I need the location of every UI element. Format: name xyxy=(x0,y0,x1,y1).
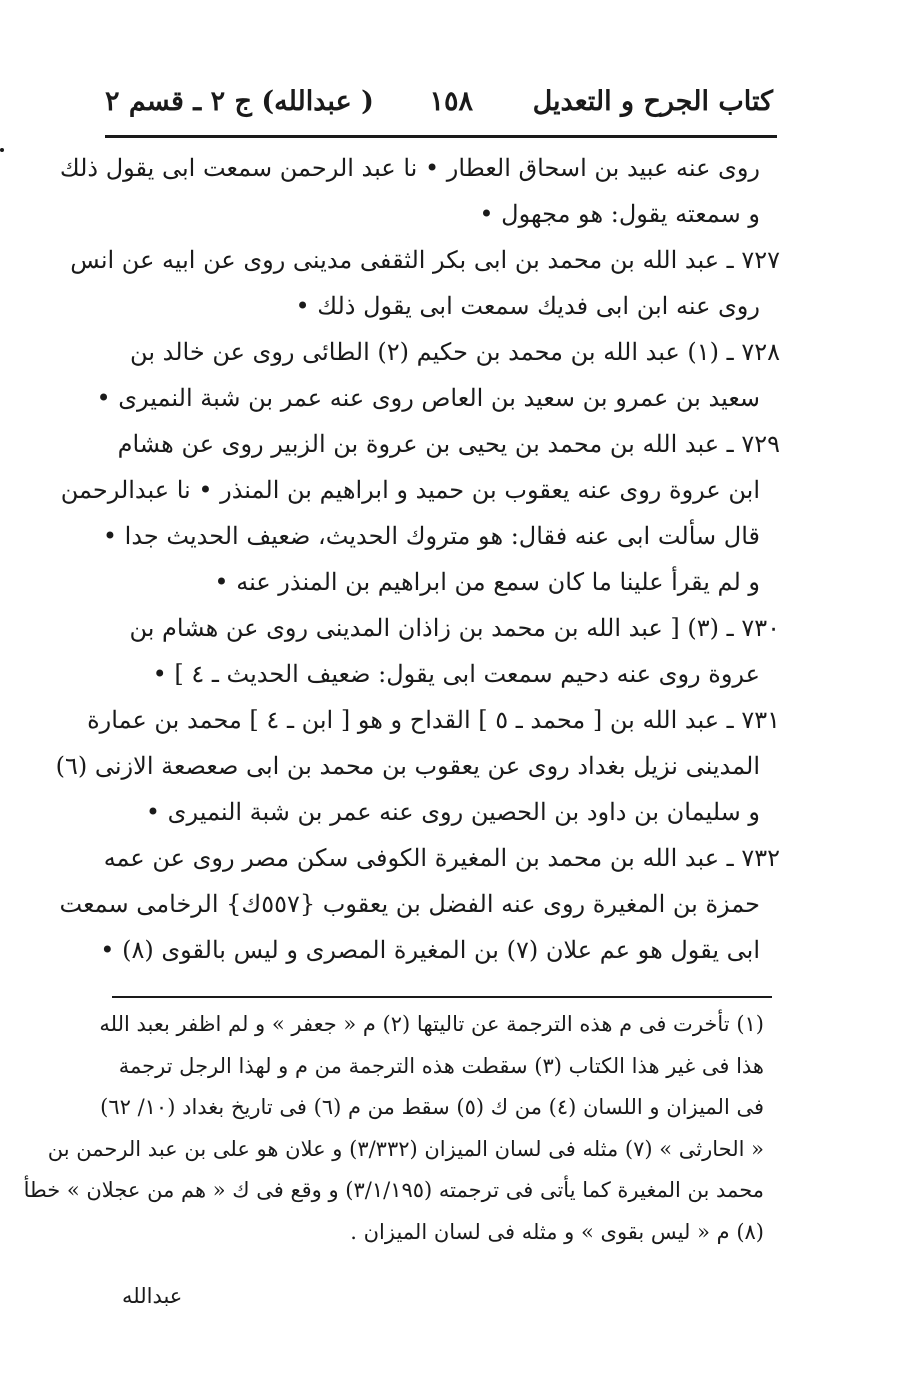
text-line: و لم يقرأ علينا ما كان سمع من ابراهيم بن المنذر عنه • xyxy=(214,568,760,596)
footnote-rule xyxy=(112,996,772,998)
text-line: حمزة بن المغيرة روى عنه الفضل بن يعقوب {٥٥٧ك} الرخامى سمعت xyxy=(59,890,760,918)
header-rule xyxy=(105,135,777,138)
main-text xyxy=(55,145,780,973)
text-line: عروة روى عنه دحيم سمعت ابى يقول: ضعيف الحديث ـ ٤ ] • xyxy=(152,660,760,688)
entry-732: ٧٣٢ ـ عبد الله بن محمد بن المغيرة الكوفى سكن مصر روى عن عمه xyxy=(103,844,780,872)
margin-mark xyxy=(0,148,4,152)
book-title: كتاب الجرح و التعديل xyxy=(532,86,773,117)
text-line: ابن عروة روى عنه يعقوب بن حميد و ابراهيم بن المنذر • نا عبدالرحمن xyxy=(60,476,760,504)
page-number: ١٥٨ xyxy=(429,86,473,117)
entry-728: ٧٢٨ ـ (١) عبد الله بن محمد بن حكيم (٢) الطائى روى عن خالد بن xyxy=(130,338,780,366)
footnote-line: محمد بن المغيرة كما يأتى فى ترجمته (٣/١/١٩٥) و وقع فى ك « هم من عجلان » خطأ xyxy=(23,1178,764,1202)
text-line: سعيد بن عمرو بن سعيد بن العاص روى عنه عمر بن شبة النميرى • xyxy=(96,384,760,412)
catchword: عبدالله xyxy=(122,1284,183,1308)
footnote-line: (٨) م « ليس بقوى » و مثله فى لسان الميزان . xyxy=(350,1219,764,1244)
entry-730: ٧٣٠ ـ (٣) [ عبد الله بن محمد بن زاذان المدينى روى عن هشام بن xyxy=(129,614,780,642)
section-label: ( عبدالله) ج ٢ ـ قسم ٢ xyxy=(105,86,374,117)
text-line: المدينى نزيل بغداد روى عن يعقوب بن محمد بن ابى صعصعة الازنى (٦) xyxy=(55,752,760,780)
text-line: و سليمان بن داود بن الحصين روى عنه عمر بن شبة النميرى • xyxy=(145,798,760,826)
text-line: ابى يقول هو عم علان (٧) بن المغيرة المصرى و ليس بالقوى (٨) • xyxy=(100,936,760,964)
entry-731: ٧٣١ ـ عبد الله بن [ محمد ـ ٥ ] القداح و هو [ ابن ـ ٤ ] محمد بن عمارة xyxy=(87,706,780,734)
entry-727: ٧٢٧ ـ عبد الله بن محمد بن ابى بكر الثقفى مدينى روى عن ابيه عن انس xyxy=(70,246,780,274)
footnote-line: (١) تأخرت فى م هذه الترجمة عن تاليتها (٢) م « جعفر » و لم اظفر بعبد الله xyxy=(99,1012,764,1036)
footnote-line: هذا فى غير هذا الكتاب (٣) سقطت هذه الترجمة من م و لهذا الرجل ترجمة xyxy=(118,1053,764,1078)
text-line: روى عنه ابن ابى فديك سمعت ابى يقول ذلك • xyxy=(295,292,760,320)
footnote-line: فى الميزان و اللسان (٤) من ك (٥) سقط من م (٦) فى تاريخ بغداد (١٠/ ٦٢) xyxy=(100,1095,764,1119)
footnote-line: « الحارثى » (٧) مثله فى لسان الميزان (٣/٣٣٢) و علان هو على بن عبد الرحمن بن xyxy=(47,1136,764,1161)
footnotes xyxy=(23,1004,764,1253)
text-line: روى عنه عبيد بن اسحاق العطار • نا عبد الرحمن سمعت ابى يقول ذلك xyxy=(59,154,760,182)
entry-729: ٧٢٩ ـ عبد الله بن محمد بن يحيى بن عروة بن الزبير روى عن هشام xyxy=(117,430,780,458)
text-line: قال سألت ابى عنه فقال: هو متروك الحديث، ضعيف الحديث جدا • xyxy=(102,522,760,550)
running-header xyxy=(105,78,773,128)
text-line: و سمعته يقول: هو مجهول • xyxy=(479,200,760,228)
